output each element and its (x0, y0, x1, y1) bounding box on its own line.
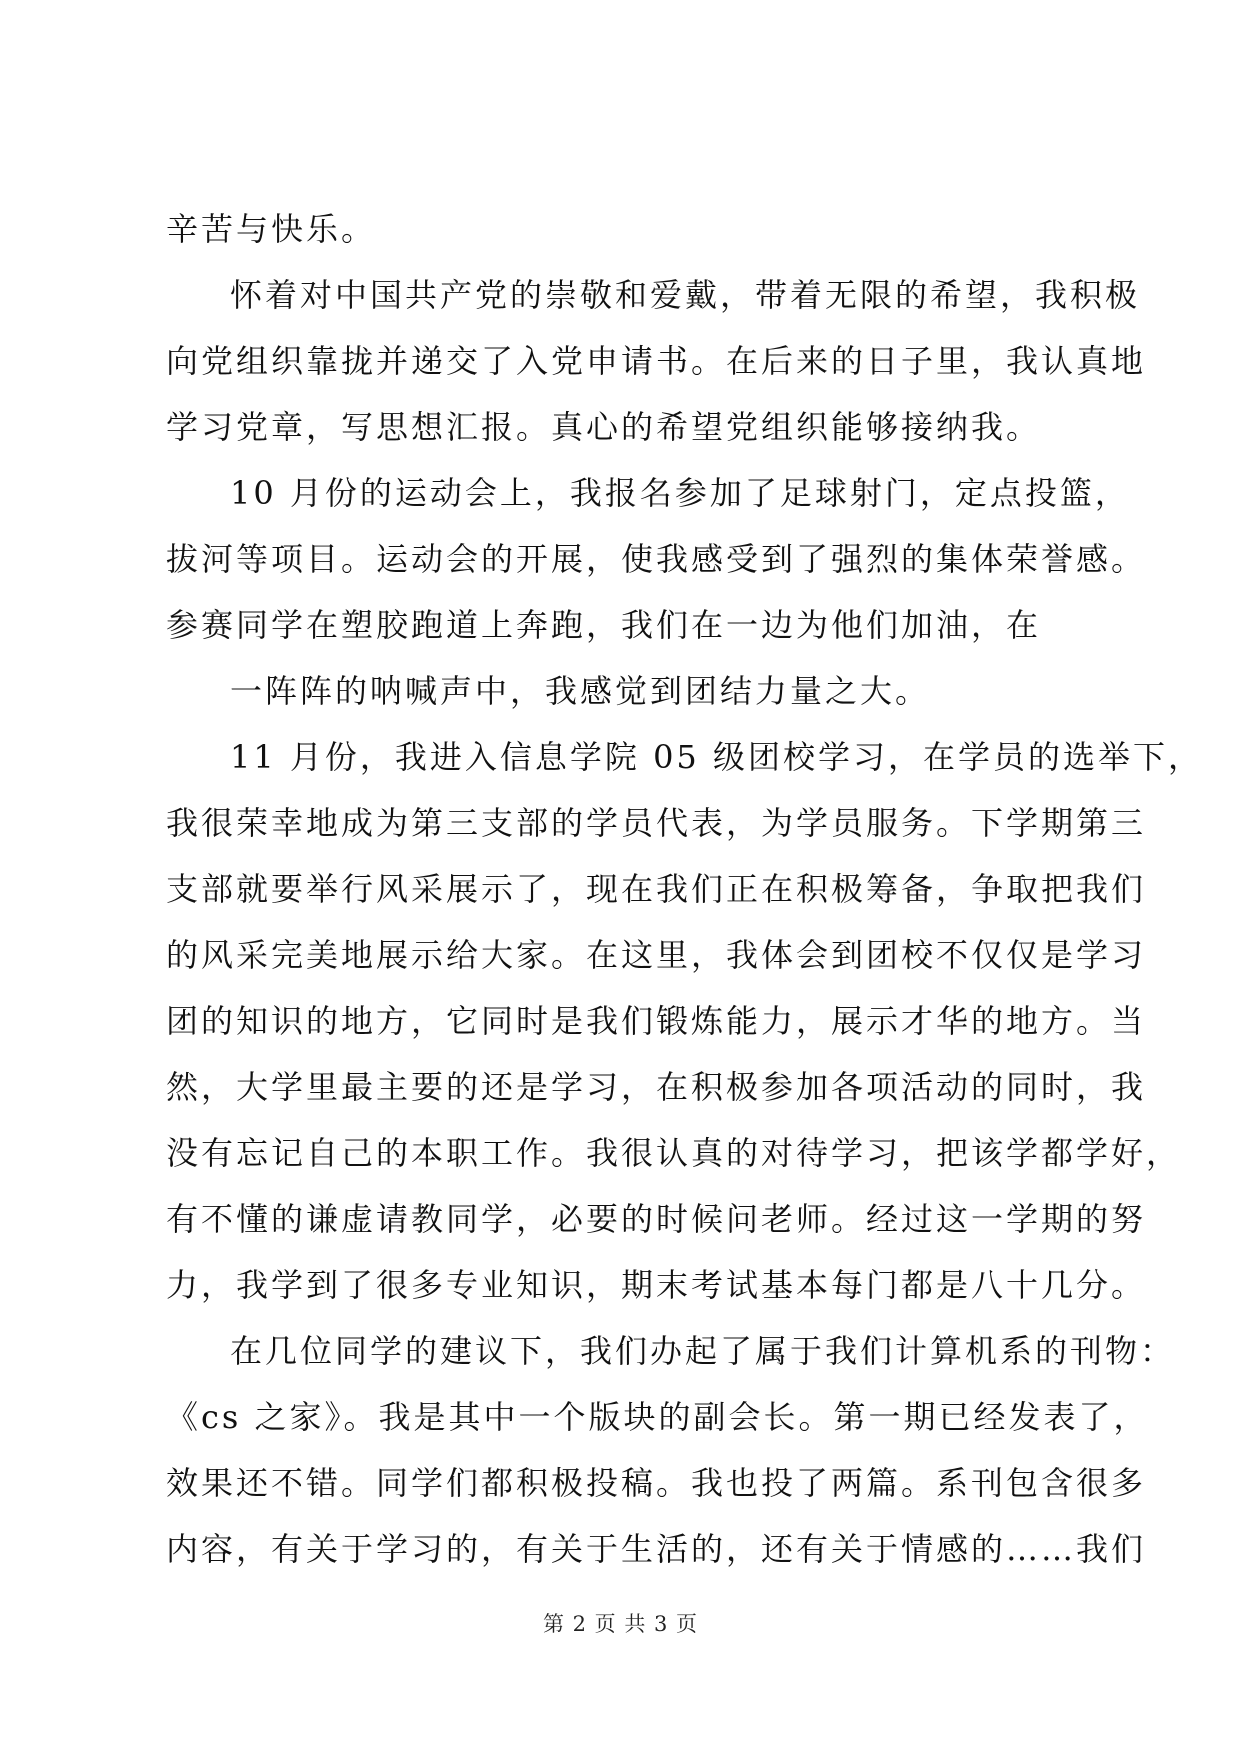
text-line: 参赛同学在塑胶跑道上奔跑，我们在一边为他们加油，在 (166, 606, 1042, 644)
text-line: 的风采完美地展示给大家。在这里，我体会到团校不仅仅是学习 (166, 936, 1147, 974)
text-line: 支部就要举行风采展示了，现在我们正在积极筹备，争取把我们 (166, 870, 1147, 908)
text-line: 然，大学里最主要的还是学习，在积极参加各项活动的同时，我 (166, 1068, 1147, 1106)
text-line: 在几位同学的建议下，我们办起了属于我们计算机系的刊物： (230, 1332, 1176, 1370)
page-number-footer: 第 2 页 共 3 页 (542, 1612, 699, 1636)
text-line: 11 月份，我进入信息学院 05 级团校学习，在学员的选举下， (230, 738, 1203, 776)
text-line: 辛苦与快乐。 (166, 210, 377, 248)
body-text (166, 196, 1203, 1582)
text-line: 学习党章，写思想汇报。真心的希望党组织能够接纳我。 (166, 408, 1042, 446)
text-line: 向党组织靠拢并递交了入党申请书。在后来的日子里，我认真地 (166, 342, 1147, 380)
text-line: 拔河等项目。运动会的开展，使我感受到了强烈的集体荣誉感。 (166, 540, 1147, 578)
text-line: 怀着对中国共产党的崇敬和爱戴，带着无限的希望，我积极 (230, 276, 1141, 314)
text-line: 有不懂的谦虚请教同学，必要的时候问老师。经过这一学期的努 (166, 1200, 1147, 1238)
text-line: 一阵阵的呐喊声中，我感觉到团结力量之大。 (230, 672, 931, 710)
text-line: 内容，有关于学习的，有关于生活的，还有关于情感的……我们 (166, 1530, 1147, 1568)
text-line: 力，我学到了很多专业知识，期末考试基本每门都是八十几分。 (166, 1266, 1147, 1304)
text-line: 团的知识的地方，它同时是我们锻炼能力，展示才华的地方。当 (166, 1002, 1147, 1040)
text-line: 10 月份的运动会上，我报名参加了足球射门，定点投篮， (230, 474, 1130, 512)
text-line: 我很荣幸地成为第三支部的学员代表，为学员服务。下学期第三 (166, 804, 1147, 842)
text-line: 效果还不错。同学们都积极投稿。我也投了两篇。系刊包含很多 (166, 1464, 1147, 1502)
text-line: 《cs 之家》。我是其中一个版块的副会长。第一期已经发表了， (166, 1398, 1149, 1436)
text-line: 没有忘记自己的本职工作。我很认真的对待学习，把该学都学好， (166, 1134, 1182, 1172)
